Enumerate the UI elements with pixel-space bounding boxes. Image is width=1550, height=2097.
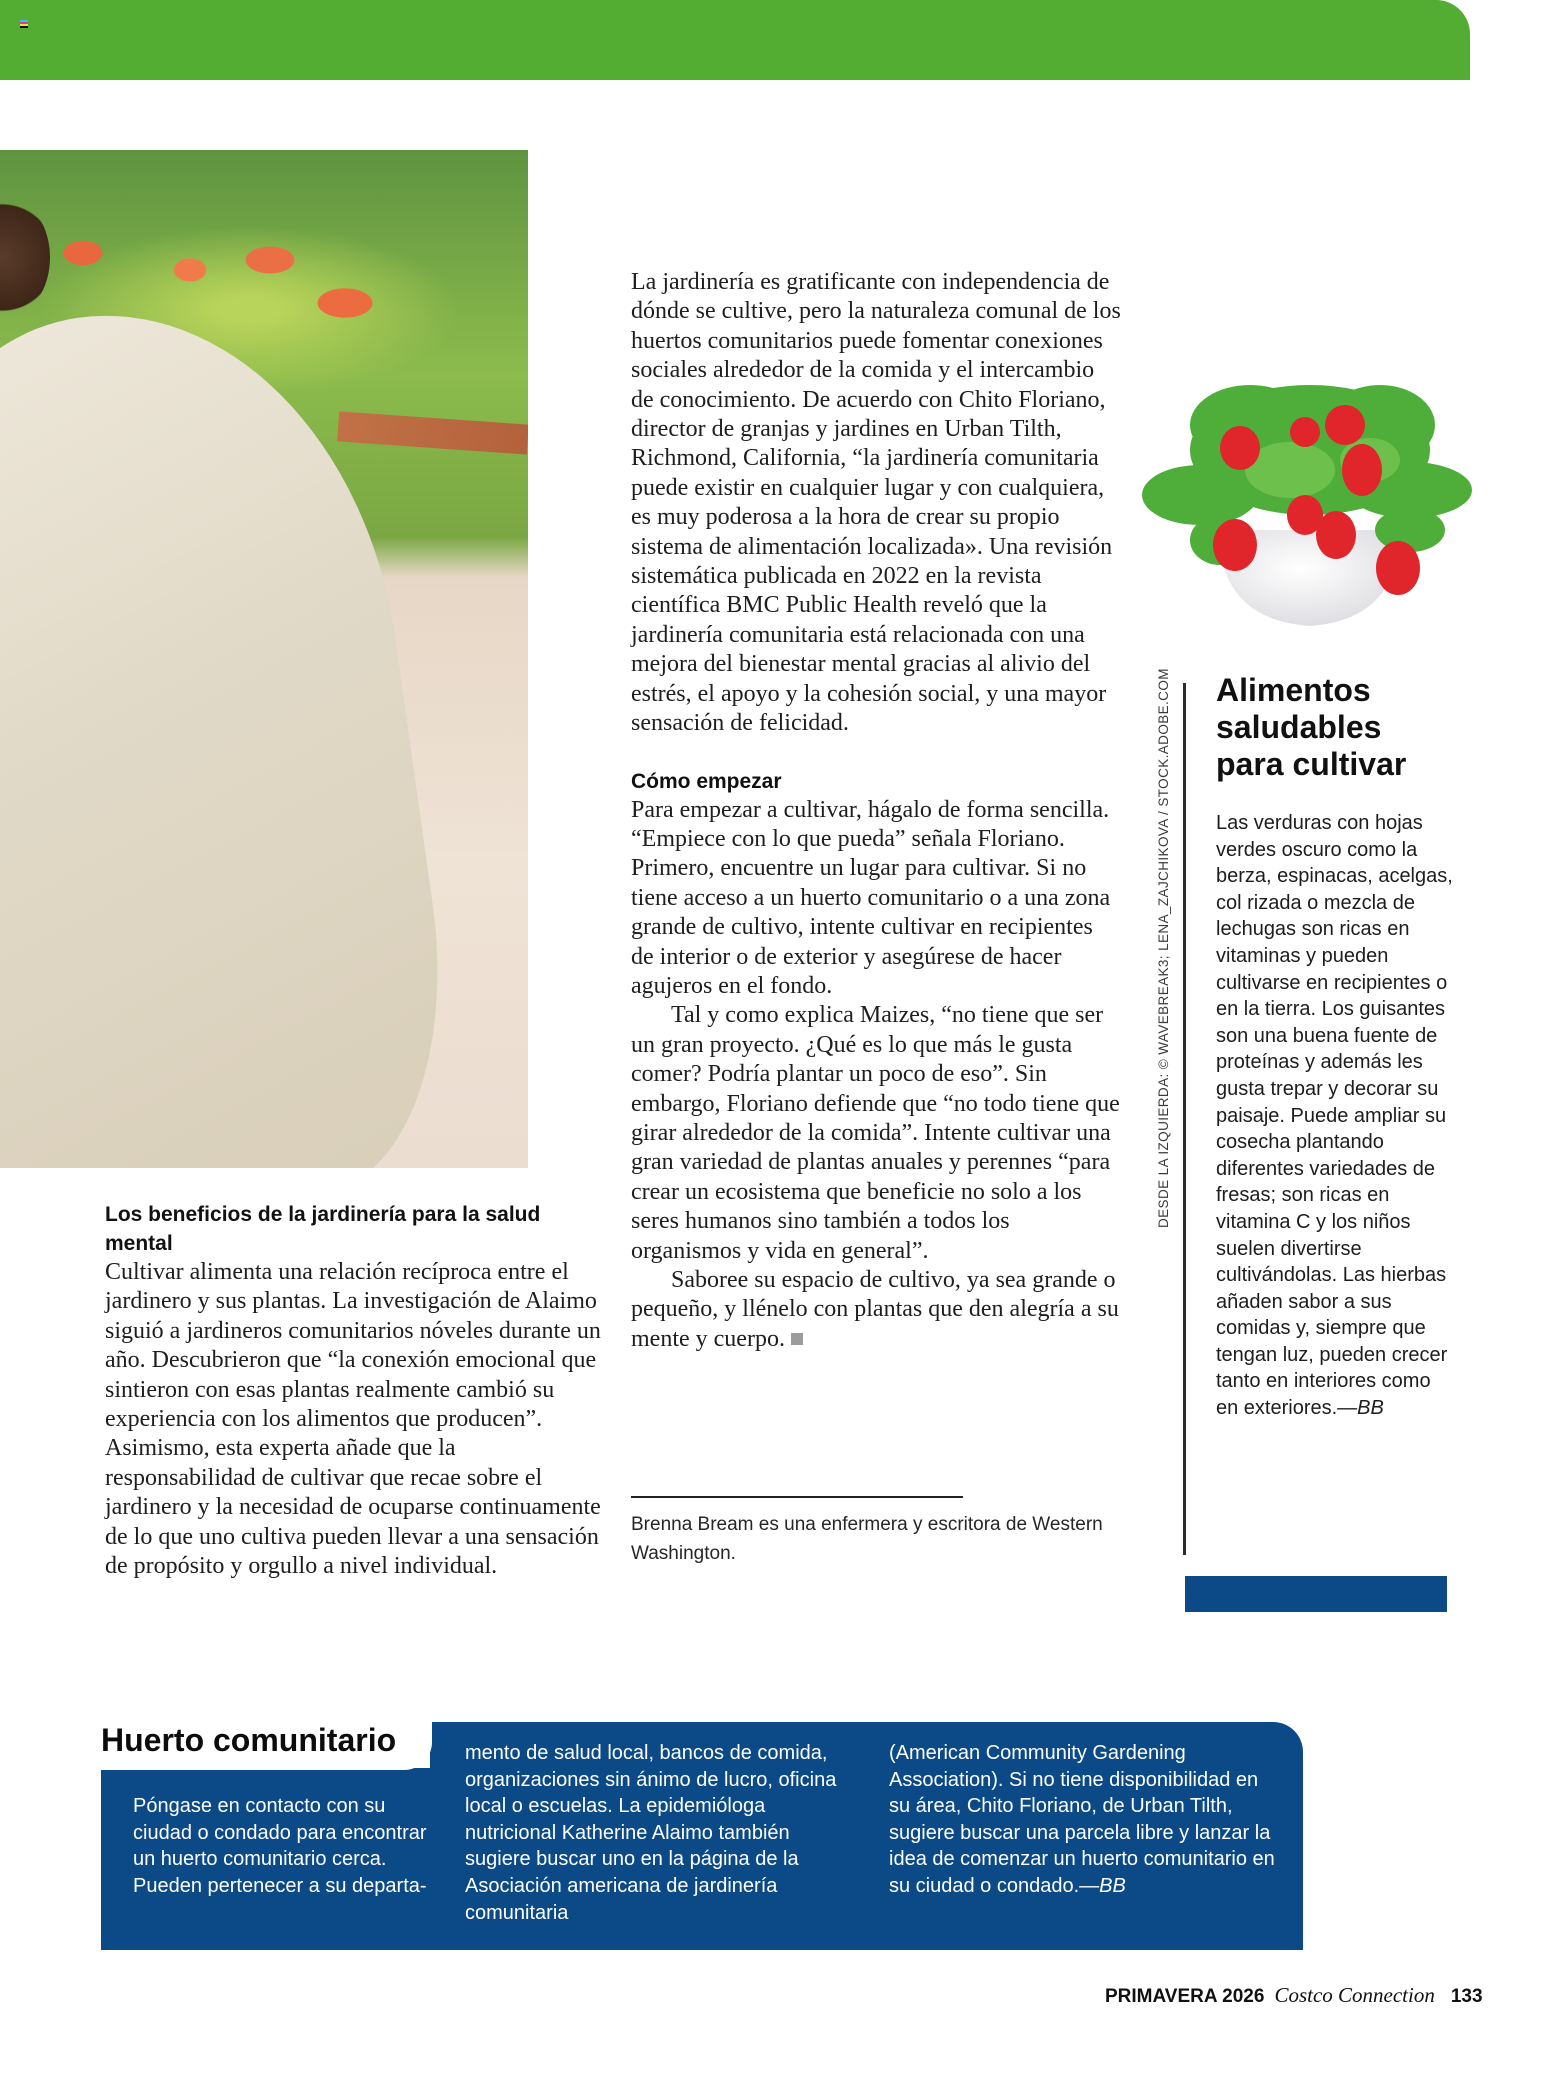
sidebar-blue-bar	[1185, 1576, 1447, 1612]
page-footer	[1105, 1983, 1483, 2008]
registration-mark-icon	[20, 20, 28, 29]
strawberry-plant-photo	[1140, 330, 1485, 630]
box-column-3	[889, 1740, 1279, 1900]
intro-paragraph: La jardinería es gratificante con independencia de dónde se cultive, pero la naturaleza comunal de los huertos comunitarios puede fomentar conexiones sociales alrededor de la comida y el intercambio de conocimiento. De acuerdo con Chito Floriano, director de granjas y jardines en Urban Tilth, Richmond, California, “la jardinería comunitaria puede existir en cualquier lugar y con cualquiera, es muy poderosa a la hora de crear su propio sistema de alimentación localizada». Una revisión sistemática publicada en 2022 en la revista científica BMC Public Health reveló que la jardinería comunitaria está relacionada con una mejora del bienestar mental gracias al alivio del estrés, el apoyo y la cohesión social, y una mayor sensación de felicidad.	[631, 269, 1121, 737]
brick-edge	[337, 411, 528, 454]
page-number: 133	[1450, 1986, 1483, 2007]
end-mark-icon	[791, 1333, 803, 1345]
body-paragraph: Para empezar a cultivar, hágalo de forma sencilla. “Empiece con lo que pueda” señala Floriano. Primero, encuentre un lugar para cultivar. Si no tiene acceso a un huerto comunitario o a una zona grande de cultivo, intente cultivar en recipientes de interior o de exterior y asegúrese de hacer agujeros en el fondo.	[631, 796, 1111, 999]
bio-divider	[631, 1496, 963, 1498]
person-sweater	[0, 280, 470, 1168]
box-column-3-text: (American Community Gardening Association). Si no tiene disponibilidad en su área, Chito Floriano, de Urban Tilth, sugiere buscar una parcela libre y lanzar la idea de comenzar un huerto comunitario en su ciudad o condado.	[889, 1742, 1275, 1897]
article-middle-column	[631, 268, 1121, 1354]
box-column-2: mento de salud local, bancos de comida, organizaciones sin ánimo de lucro, oficina local o escuelas. La epidemióloga nutricional Katherine Alaimo también sugiere buscar uno en la página de la Asociación americana de jardinería comunitaria	[465, 1742, 837, 1924]
box-title: Huerto comunitario	[101, 1722, 397, 1758]
sidebar-rule	[1183, 683, 1186, 1555]
box-signature: —BB	[1079, 1874, 1126, 1897]
sidebar-body-text: Las verduras con hojas verdes oscuro como la berza, espinacas, acelgas, col rizada o mezcla de lechugas son ricas en vitaminas y pueden cultivarse en recipientes o en la tierra. Los guisantes son una buena fuente de proteínas y además les gusta trepar y decorar su paisaje. Puede ampliar su cosecha plantando diferentes variedades de fresas; son ricas en vitamina C y los niños suelen divertirse cultivándolas. Las hierbas añaden sabor a sus comidas y, siempre que tengan luz, pueden crecer tanto en interiores como en exteriores.	[1216, 812, 1453, 1420]
author-bio: Brenna Bream es una enfermera y escritora de Western Washington.	[631, 1514, 1103, 1564]
article-left-column	[105, 1200, 605, 1581]
garden-photo	[0, 150, 528, 1168]
person-hair	[0, 200, 50, 315]
final-paragraph-text: Saboree su espacio de cultivo, ya sea grande o pequeño, y llénelo con plantas que den alegría a su mente y cuerpo.	[631, 1267, 1119, 1352]
photo-credit: DESDE LA IZQUIERDA: © WAVEBREAK3; LENA_ZAJCHIKOVA / STOCK.ADOBE.COM	[1156, 668, 1171, 1228]
box-column-1: Póngase en contacto con su ciudad o condado para encontrar un huerto comunitario cerca. Pueden pertenecer a su departa-	[133, 1795, 427, 1897]
body-paragraph-final	[631, 1266, 1121, 1354]
sidebar-title: Alimentos saludables para cultivar	[1216, 672, 1407, 782]
body-paragraph: Tal y como explica Maizes, “no tiene que ser un gran proyecto. ¿Qué es lo que más le gusta comer? Podría plantar un poco de eso”. Sin embargo, Floriano defiende que “no todo tiene que girar alrededor de la comida”. Intente cultivar una gran variedad de plantas anuales y perennes “para crear un ecosistema que beneficie no solo a los seres humanos sino también a todos los organismos y vida en general”.	[631, 1002, 1120, 1264]
footer-issue: PRIMAVERA 2026	[1105, 1986, 1265, 2007]
sidebar-body	[1216, 810, 1456, 1422]
top-banner	[0, 0, 1470, 80]
section-heading-como-empezar: Cómo empezar	[631, 769, 782, 793]
section-heading-beneficios: Los beneficios de la jardinería para la salud mental	[105, 1203, 541, 1255]
body-paragraph: Cultivar alimenta una relación recíproca entre el jardinero y sus plantas. La investigación de Alaimo siguió a jardineros comunitarios nóveles durante un año. Descubrieron que “la conexión emocional que sintieron con esas plantas realmente cambió su experiencia con los alimentos que producen”. Asimismo, esta experta añade que la responsabilidad de cultivar que recae sobre el jardinero y la necesidad de ocuparse continuamente de lo que uno cultiva pueden llevar a una sensación de propósito y orgullo a nivel individual.	[105, 1259, 601, 1580]
sidebar-signature: —BB	[1337, 1397, 1384, 1420]
footer-magazine: Costco Connection	[1274, 1983, 1435, 2007]
